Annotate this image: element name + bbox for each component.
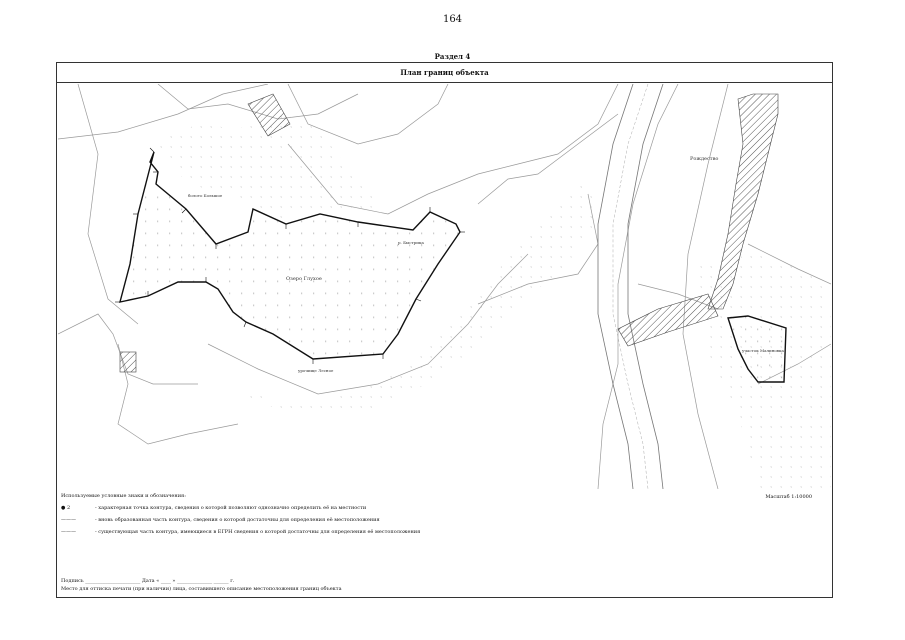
signature-line: Подпись ______________________ Дата « ____ » ______________ ______ г. [61,578,235,584]
river-bank-east [628,84,663,489]
label-small-plot: участок Малиновка [742,348,784,353]
existing-contour-line-icon: ——— [61,529,76,535]
stamp-line: Место для оттиска печати (при наличии) лица, составившего описание местоположения границ объекта [61,586,342,592]
map-svg [58,84,831,489]
building-small [120,352,136,372]
label-village: Рождество [690,156,719,162]
legend-item-point [61,505,621,512]
point-symbol-icon: ● 2 [61,505,71,511]
label-field: урочище Лесное [298,368,334,373]
plan-frame [56,62,833,598]
label-stream: р. Быстрица [398,240,424,245]
label-lake: Озеро Глухое [286,276,322,282]
section-title: Раздел 4 [434,52,471,61]
road-west-branch [618,294,718,346]
legend [61,493,621,541]
new-contour-line-icon: ——— [61,517,76,523]
legend-item-text: - существующая часть контура, имеющиеся в ЕГРН сведения о которой достаточны для определения её местоположения [95,529,421,535]
legend-item-text: - вновь образованная часть контура, сведения о которой достаточны для определения её местоположения [95,517,380,523]
legend-header: Используемые условные знаки и обозначения: [61,493,186,499]
map-scale: Масштаб 1:10000 [765,494,812,500]
legend-item-text: - характерная точка контура, сведения о которой позволяют однозначно определить её на местности [95,505,367,511]
page-number: 164 [442,14,463,25]
legend-item-existing-contour [61,529,621,536]
label-bog: болото Большое [188,193,223,198]
legend-item-new-contour [61,517,621,524]
boundary-map [58,84,831,489]
plan-title: План границ объекта [57,63,832,83]
